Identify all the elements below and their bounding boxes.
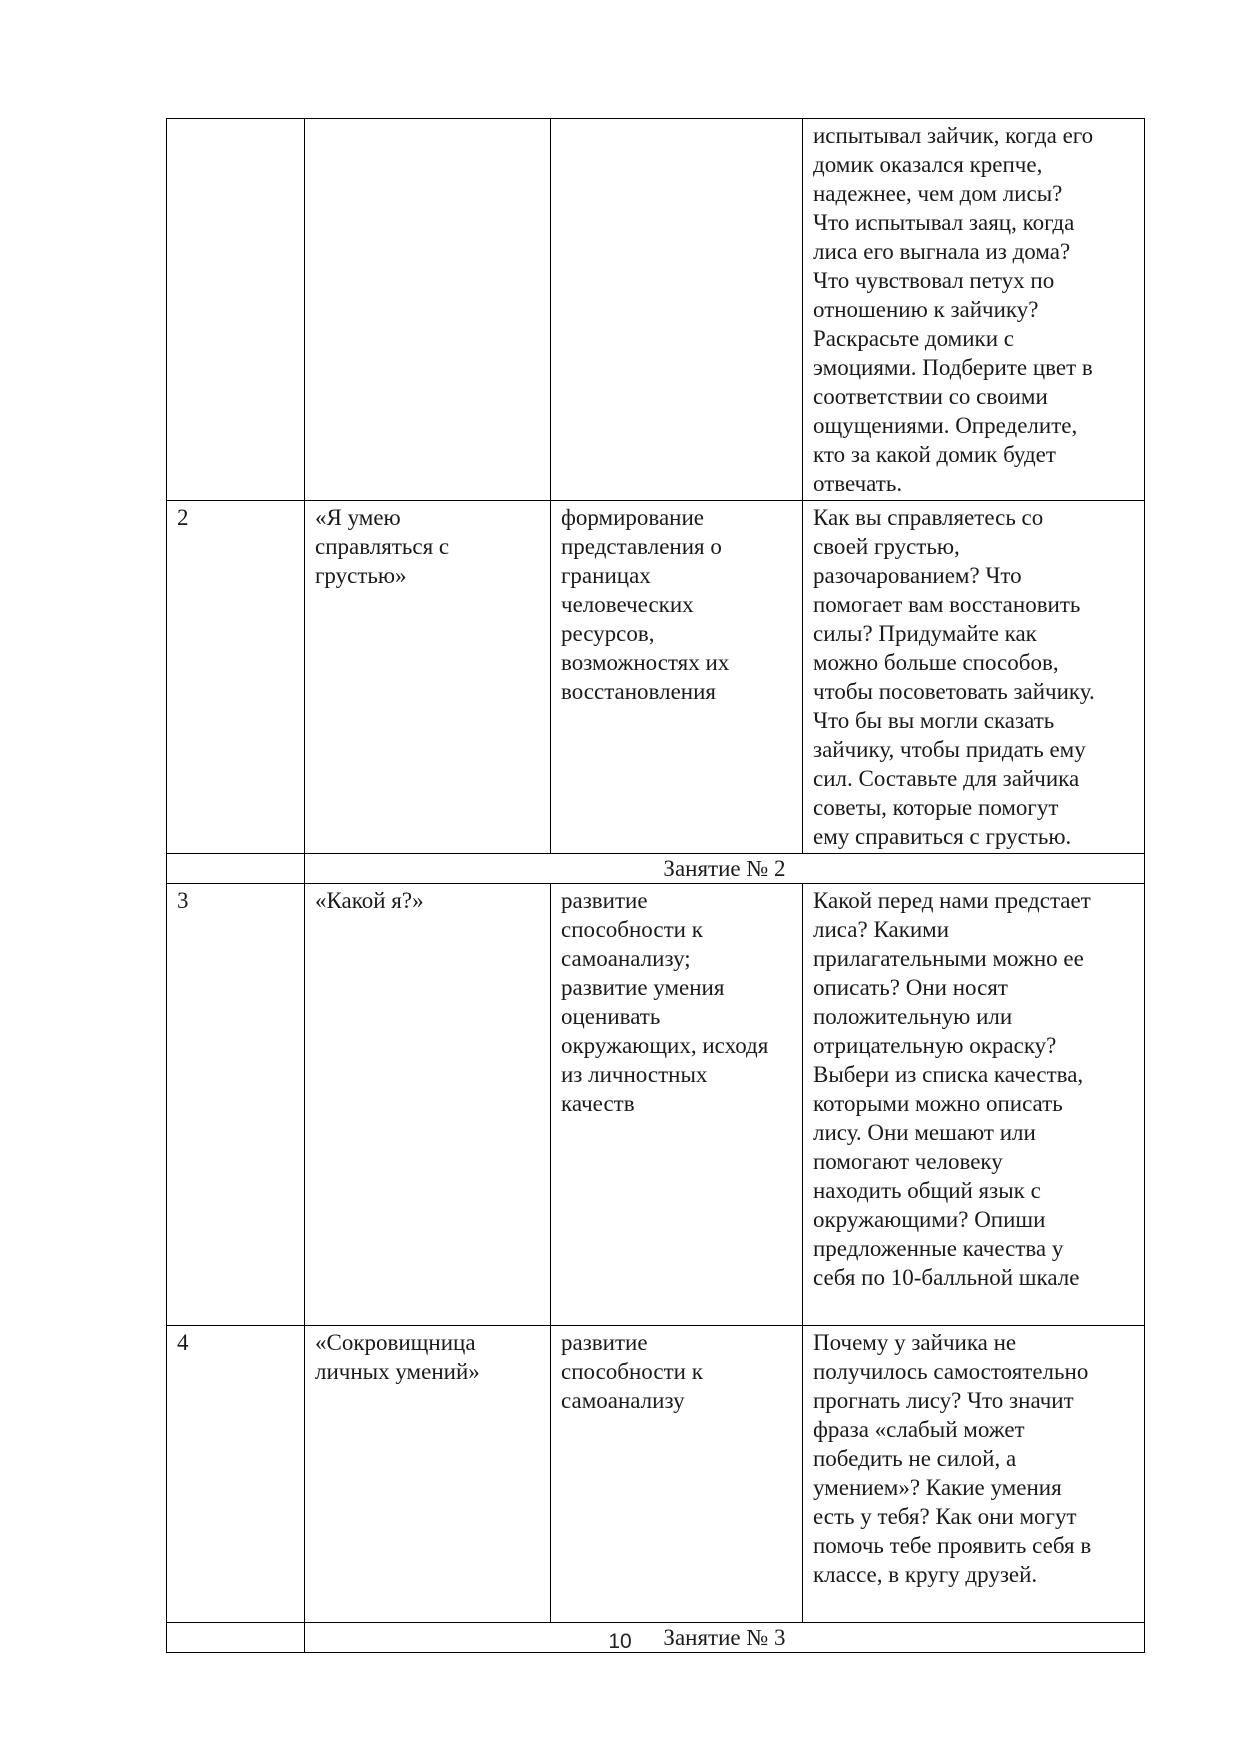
text-line: описать? Они носят — [813, 975, 1008, 1000]
text-line: испытывал зайчик, когда его — [813, 123, 1094, 148]
cell-title — [305, 1326, 551, 1623]
table-row — [167, 884, 1145, 1326]
text-line: возможностях их — [561, 650, 730, 675]
text-line: которыми можно описать — [813, 1091, 1063, 1116]
cell-number: 2 — [167, 501, 305, 854]
text-line: помочь тебе проявить себя в — [813, 1533, 1092, 1558]
text-line: Раскрасьте домики с — [813, 326, 1014, 351]
text-line: себя по 10-балльной шкале — [813, 1265, 1080, 1290]
text-line: способности к — [561, 1359, 703, 1384]
text-line: лиса? Какими — [813, 917, 950, 942]
text-line: «Какой я?» — [315, 888, 424, 913]
text-line: Что чувствовал петух по — [813, 268, 1055, 293]
text-line: самоанализу; — [561, 946, 691, 971]
cell-questions — [803, 884, 1145, 1326]
cell-title — [305, 119, 551, 501]
text-line: лису. Они мешают или — [813, 1120, 1036, 1145]
text-line: соответствии со своими — [813, 384, 1048, 409]
cell-questions — [803, 1326, 1145, 1623]
text-line: фраза «слабый может — [813, 1417, 1025, 1442]
cell-number — [167, 119, 305, 501]
text-line: развитие — [561, 1330, 648, 1355]
text-line: развитие умения — [561, 975, 725, 1000]
text-line: способности к — [561, 917, 703, 942]
text-line: находить общий язык с — [813, 1178, 1041, 1203]
text-line: человеческих — [561, 592, 694, 617]
text-line: победить не силой, а — [813, 1446, 1017, 1471]
text-line: «Я умею — [315, 505, 401, 530]
text-line: восстановления — [561, 679, 716, 704]
cell-empty — [167, 854, 305, 884]
text-line: эмоциями. Подберите цвет в — [813, 355, 1093, 380]
table-row — [167, 1326, 1145, 1623]
text-line: чтобы посоветовать зайчику. — [813, 679, 1095, 704]
text-line: самоанализу — [561, 1388, 685, 1413]
cell-questions — [803, 119, 1145, 501]
text-line: ресурсов, — [561, 621, 655, 646]
cell-number: 4 — [167, 1326, 305, 1623]
text-line: разочарованием? Что — [813, 563, 1022, 588]
text-line: классе, в кругу друзей. — [813, 1562, 1038, 1587]
cell-goal — [551, 119, 803, 501]
session-heading: Занятие № 3 — [305, 1623, 1145, 1653]
cell-goal — [551, 884, 803, 1326]
cell-goal — [551, 1326, 803, 1623]
text-line: оценивать — [561, 1004, 661, 1029]
text-line: из личностных — [561, 1062, 708, 1087]
text-line: предложенные качества у — [813, 1236, 1064, 1261]
text-line: зайчику, чтобы придать ему — [813, 737, 1086, 762]
cell-goal — [551, 501, 803, 854]
text-line: положительную или — [813, 1004, 1013, 1029]
cell-title — [305, 501, 551, 854]
text-line: личных умений» — [315, 1359, 480, 1384]
text-line: качеств — [561, 1091, 635, 1116]
text-line: грустью» — [315, 563, 407, 588]
table-row — [167, 501, 1145, 854]
text-line: справляться с — [315, 534, 450, 559]
cell-questions — [803, 501, 1145, 854]
text-line: развитие — [561, 888, 648, 913]
text-line: отношению к зайчику? — [813, 297, 1039, 322]
page-number: 10 — [608, 1630, 632, 1653]
text-line: Выбери из списка качества, — [813, 1062, 1084, 1087]
session-row — [167, 854, 1145, 884]
text-line: представления о — [561, 534, 722, 559]
text-line: отрицательную окраску? — [813, 1033, 1057, 1058]
text-line: окружающими? Опиши — [813, 1207, 1046, 1232]
lesson-plan-table — [166, 118, 1145, 1653]
text-line: помогает вам восстановить — [813, 592, 1081, 617]
text-line: Какой перед нами предстает — [813, 888, 1091, 913]
text-line: Что испытывал заяц, когда — [813, 210, 1075, 235]
text-line: умением»? Какие умения — [813, 1475, 1062, 1500]
text-line: «Сокровищница — [315, 1330, 476, 1355]
table-row — [167, 119, 1145, 501]
text-line: сил. Составьте для зайчика — [813, 766, 1080, 791]
text-line: помогают человеку — [813, 1149, 1003, 1174]
text-line: ощущениями. Определите, — [813, 413, 1078, 438]
text-line: окружающих, исходя — [561, 1033, 769, 1058]
text-line: лиса его выгнала из дома? — [813, 239, 1071, 264]
text-line: границах — [561, 563, 651, 588]
text-line: прилагательными можно ее — [813, 946, 1084, 971]
text-line: отвечать. — [813, 471, 903, 496]
text-line: Почему у зайчика не — [813, 1330, 1017, 1355]
text-line: ему справиться с грустью. — [813, 824, 1072, 849]
text-line: надежнее, чем дом лисы? — [813, 181, 1063, 206]
text-line: кто за какой домик будет — [813, 442, 1056, 467]
cell-number: 3 — [167, 884, 305, 1326]
text-line: формирование — [561, 505, 705, 530]
text-line: Что бы вы могли сказать — [813, 708, 1055, 733]
session-heading: Занятие № 2 — [305, 854, 1145, 884]
text-line: своей грустью, — [813, 534, 960, 559]
text-line: Как вы справляетесь со — [813, 505, 1044, 530]
text-line: есть у тебя? Как они могут — [813, 1504, 1077, 1529]
text-line: советы, которые помогут — [813, 795, 1059, 820]
text-line: можно больше способов, — [813, 650, 1059, 675]
text-line: получилось самостоятельно — [813, 1359, 1089, 1384]
text-line: домик оказался крепче, — [813, 152, 1043, 177]
cell-title — [305, 884, 551, 1326]
text-line: силы? Придумайте как — [813, 621, 1037, 646]
text-line: прогнать лису? Что значит — [813, 1388, 1074, 1413]
